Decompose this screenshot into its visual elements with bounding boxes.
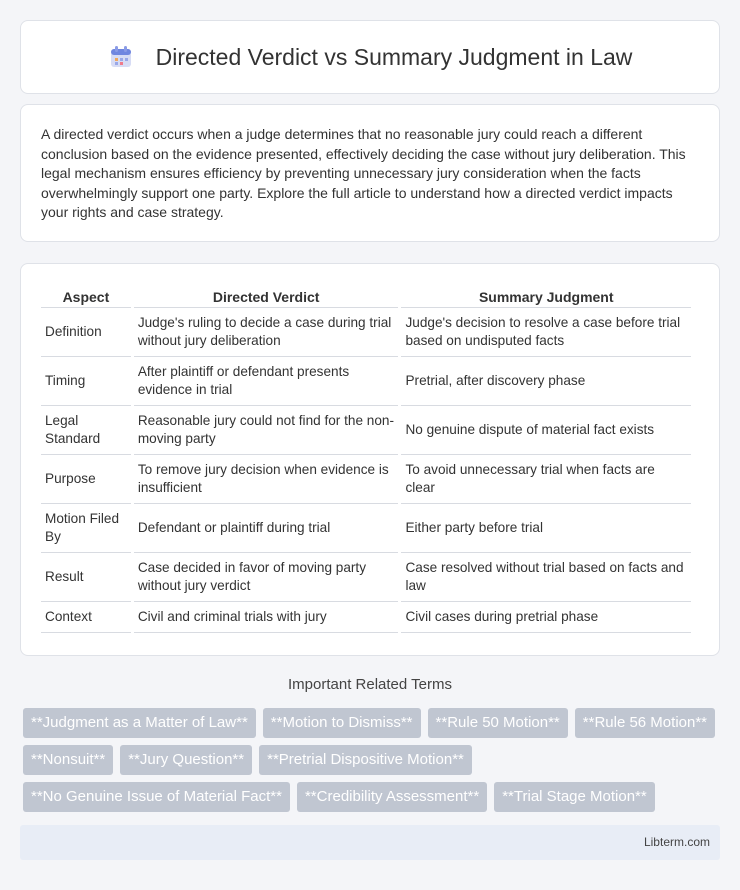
row-aspect: Legal Standard bbox=[41, 406, 131, 455]
table-header-row bbox=[41, 286, 691, 308]
intro-card bbox=[20, 104, 720, 242]
related-term-tag[interactable]: **Judgment as a Matter of Law** bbox=[23, 708, 256, 738]
row-directed-verdict: Defendant or plaintiff during trial bbox=[134, 504, 399, 553]
footer-site-link[interactable]: Libterm.com bbox=[643, 835, 710, 849]
related-term-tag[interactable]: **Nonsuit** bbox=[23, 745, 113, 775]
table-row bbox=[41, 504, 691, 553]
row-directed-verdict: Civil and criminal trials with jury bbox=[134, 602, 399, 633]
table-row bbox=[41, 308, 691, 357]
related-term-tag[interactable]: **Trial Stage Motion** bbox=[494, 782, 655, 812]
row-summary-judgment: To avoid unnecessary trial when facts are clear bbox=[401, 455, 691, 504]
table-row bbox=[41, 602, 691, 633]
header-directed-verdict: Directed Verdict bbox=[134, 286, 399, 308]
related-term-tag[interactable]: **Jury Question** bbox=[120, 745, 252, 775]
intro-text: A directed verdict occurs when a judge determines that no reasonable jury could reach a different conclusion based on the evidence presented, effectively deciding the case without jury deliberation. This legal mechanism ensures efficiency by preventing unnecessary jury consideration when the facts overwhelmingly support one party. Explore the full article to understand how a directed verdict impacts your rights and case strategy. bbox=[41, 126, 686, 221]
header-card bbox=[20, 20, 720, 94]
row-aspect: Context bbox=[41, 602, 131, 633]
table-row bbox=[41, 406, 691, 455]
page-title: Directed Verdict vs Summary Judgment in Law bbox=[155, 43, 633, 70]
footer bbox=[20, 825, 720, 860]
row-directed-verdict: To remove jury decision when evidence is insufficient bbox=[134, 455, 399, 504]
row-aspect: Result bbox=[41, 553, 131, 602]
related-term-tag[interactable]: **Credibility Assessment** bbox=[297, 782, 487, 812]
row-directed-verdict: Reasonable jury could not find for the non-moving party bbox=[134, 406, 399, 455]
related-term-tag[interactable]: **No Genuine Issue of Material Fact** bbox=[23, 782, 290, 812]
row-aspect: Definition bbox=[41, 308, 131, 357]
row-summary-judgment: Civil cases during pretrial phase bbox=[401, 602, 691, 633]
row-summary-judgment: Judge's decision to resolve a case before trial based on undisputed facts bbox=[401, 308, 691, 357]
row-directed-verdict: Judge's ruling to decide a case during trial without jury deliberation bbox=[134, 308, 399, 357]
row-summary-judgment: Either party before trial bbox=[401, 504, 691, 553]
table-row bbox=[41, 357, 691, 406]
table-row bbox=[41, 553, 691, 602]
header-aspect: Aspect bbox=[41, 286, 131, 308]
row-summary-judgment: Case resolved without trial based on facts and law bbox=[401, 553, 691, 602]
row-summary-judgment: No genuine dispute of material fact exists bbox=[401, 406, 691, 455]
related-term-tag[interactable]: **Motion to Dismiss** bbox=[263, 708, 421, 738]
related-term-tag[interactable]: **Rule 50 Motion** bbox=[428, 708, 568, 738]
row-directed-verdict: Case decided in favor of moving party without jury verdict bbox=[134, 553, 399, 602]
row-aspect: Timing bbox=[41, 357, 131, 406]
related-terms-title: Important Related Terms bbox=[288, 676, 452, 693]
header-summary-judgment: Summary Judgment bbox=[401, 286, 691, 308]
row-aspect: Motion Filed By bbox=[41, 504, 131, 553]
row-summary-judgment: Pretrial, after discovery phase bbox=[401, 357, 691, 406]
related-term-tag[interactable]: **Pretrial Dispositive Motion** bbox=[259, 745, 472, 775]
related-term-tag[interactable]: **Rule 56 Motion** bbox=[575, 708, 715, 738]
row-aspect: Purpose bbox=[41, 455, 131, 504]
comparison-table bbox=[38, 286, 694, 633]
row-directed-verdict: After plaintiff or defendant presents evidence in trial bbox=[134, 357, 399, 406]
calendar-icon bbox=[108, 44, 134, 70]
table-row bbox=[41, 455, 691, 504]
comparison-table-card bbox=[20, 263, 720, 656]
related-terms-list bbox=[23, 708, 723, 812]
